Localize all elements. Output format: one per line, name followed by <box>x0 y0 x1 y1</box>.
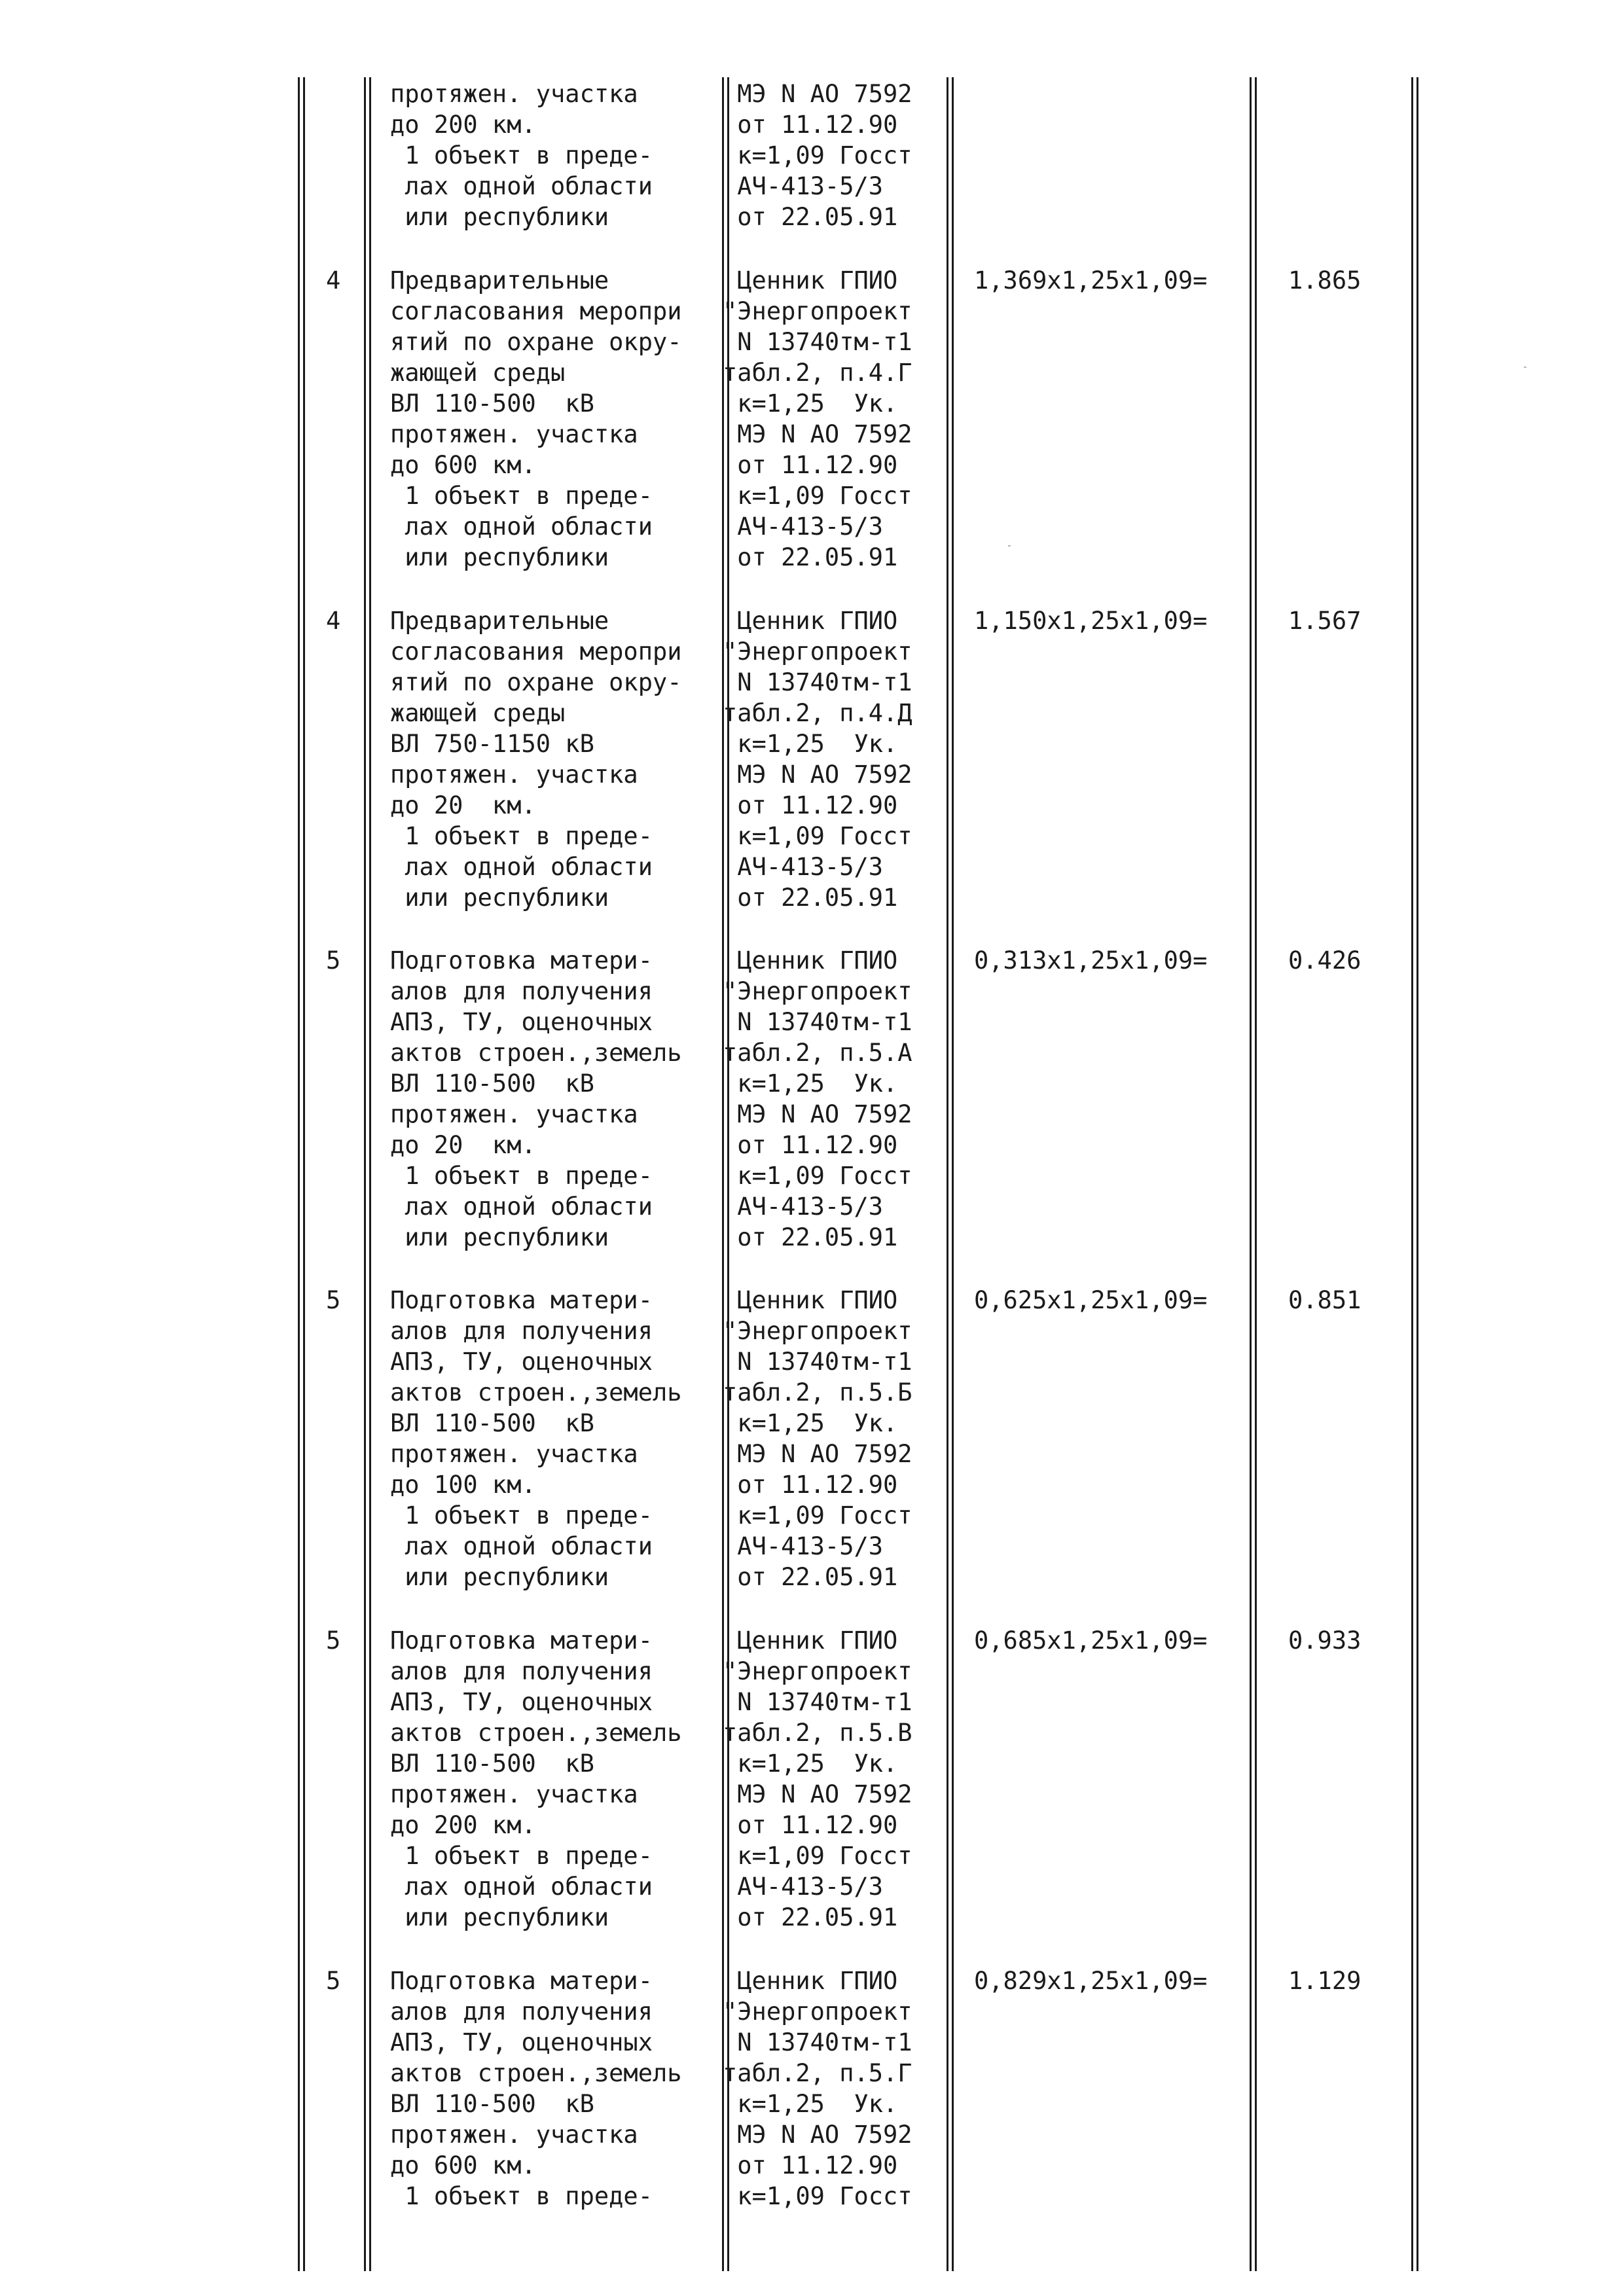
row-total: 0.933 <box>1288 1626 1362 1655</box>
row-number: 4 <box>326 607 341 635</box>
row-description: Подготовка матери- алов для получения АПЗ, ТУ, оценочных актов строен.,земель ВЛ 110-500 кВ протяжен. участка до 100 км. 1 объект в преде- лах одной области или республики <box>390 1286 682 1591</box>
row-source: Ценник ГПИО "Энергопроект N 13740тм-т1 табл.2, п.5.Б к=1,25 Ук. МЭ N АО 7592 от 11.12.90 к=1,09 Госст АЧ-413-5/3 от 22.05.91 <box>723 1286 912 1591</box>
scan-speck <box>1008 545 1011 547</box>
row-number: 5 <box>326 1626 341 1655</box>
row-description: Предварительные согласования меропри ятий по охране окру- жающей среды ВЛ 110-500 кВ протяжен. участка до 600 км. 1 объект в преде- лах одной области или республики <box>390 266 682 571</box>
row-description: протяжен. участка до 200 км. 1 объект в преде- лах одной области или республики <box>390 80 653 231</box>
row-formula: 1,369x1,25x1,09= <box>974 266 1208 295</box>
row-formula: 0,313x1,25x1,09= <box>974 946 1208 975</box>
column-divider-source <box>947 77 948 2271</box>
row-formula: 1,150x1,25x1,09= <box>974 607 1208 635</box>
table-border-right <box>1411 77 1413 2271</box>
row-source: Ценник ГПИО "Энергопроект N 13740тм-т1 табл.2, п.5.В к=1,25 Ук. МЭ N АО 7592 от 11.12.90 к=1,09 Госст АЧ-413-5/3 от 22.05.91 <box>723 1626 912 1931</box>
row-number: 5 <box>326 946 341 975</box>
row-description: Предварительные согласования меропри ятий по охране окру- жающей среды ВЛ 750-1150 кВ протяжен. участка до 20 км. 1 объект в преде- лах одной области или республики <box>390 607 682 912</box>
row-description: Подготовка матери- алов для получения АПЗ, ТУ, оценочных актов строен.,земель ВЛ 110-500 кВ протяжен. участка до 20 км. 1 объект в преде- лах одной области или республики <box>390 946 682 1251</box>
column-divider-number <box>364 77 366 2271</box>
row-total: 1.567 <box>1288 607 1362 635</box>
row-total: 1.129 <box>1288 1967 1362 1995</box>
row-source: Ценник ГПИО "Энергопроект N 13740тм-т1 табл.2, п.4.Г к=1,25 Ук. МЭ N АО 7592 от 11.12.90 к=1,09 Госст АЧ-413-5/3 от 22.05.91 <box>723 266 912 571</box>
row-total: 1.865 <box>1288 266 1362 295</box>
row-source: Ценник ГПИО "Энергопроект N 13740тм-т1 табл.2, п.5.Г к=1,25 Ук. МЭ N АО 7592 от 11.12.90 к=1,09 Госст <box>723 1967 912 2210</box>
row-formula: 0,625x1,25x1,09= <box>974 1286 1208 1314</box>
row-description: Подготовка матери- алов для получения АПЗ, ТУ, оценочных актов строен.,земель ВЛ 110-500 кВ протяжен. участка до 600 км. 1 объект в преде- <box>390 1967 682 2210</box>
row-total: 0.851 <box>1288 1286 1362 1314</box>
column-divider-formula <box>1250 77 1252 2271</box>
row-number: 5 <box>326 1967 341 1995</box>
row-number: 4 <box>326 266 341 295</box>
table-border-left <box>298 77 300 2271</box>
row-source: Ценник ГПИО "Энергопроект N 13740тм-т1 табл.2, п.4.Д к=1,25 Ук. МЭ N АО 7592 от 11.12.90 к=1,09 Госст АЧ-413-5/3 от 22.05.91 <box>723 607 912 912</box>
row-source: Ценник ГПИО "Энергопроект N 13740тм-т1 табл.2, п.5.А к=1,25 Ук. МЭ N АО 7592 от 11.12.90 к=1,09 Госст АЧ-413-5/3 от 22.05.91 <box>723 946 912 1251</box>
scan-speck <box>1524 367 1526 368</box>
row-description: Подготовка матери- алов для получения АПЗ, ТУ, оценочных актов строен.,земель ВЛ 110-500 кВ протяжен. участка до 200 км. 1 объект в преде- лах одной области или республики <box>390 1626 682 1931</box>
row-source: МЭ N АО 7592 от 11.12.90 к=1,09 Госст АЧ-413-5/3 от 22.05.91 <box>737 80 912 231</box>
row-total: 0.426 <box>1288 946 1362 975</box>
row-number: 5 <box>326 1286 341 1314</box>
row-formula: 0,685x1,25x1,09= <box>974 1626 1208 1655</box>
row-formula: 0,829x1,25x1,09= <box>974 1967 1208 1995</box>
